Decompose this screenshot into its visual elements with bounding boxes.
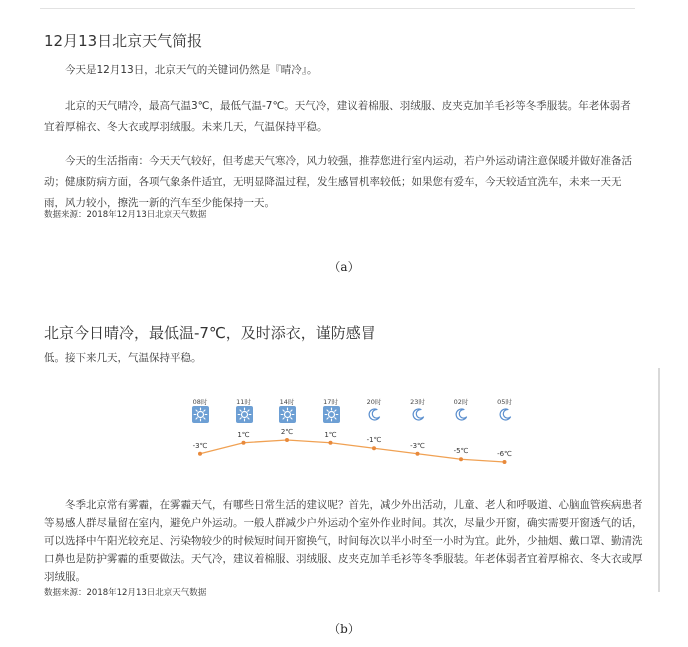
paragraph-a3: 今天的生活指南：今天天气较好，但考虑天气寒冷，风力较强，推荐您进行室内运动，若户外运动请注意保暖并做好准备活动；健康防病方面，各项气象条件适宜，无明显降温过程，发生感冒机率较低；如果您有爱车，今天较适宜洗车，未来一天无雨，风力较小，擦洗一新的汽车至少能保持一天。 — [44, 155, 632, 209]
sun-icon — [279, 406, 296, 423]
forecast-hour-label: 20时 — [366, 398, 382, 406]
forecast-hour-label: 05时 — [497, 398, 512, 406]
temperature-point — [372, 446, 376, 450]
moon-icon — [410, 406, 427, 423]
temperature-label: 1℃ — [237, 430, 250, 439]
sun-icon — [236, 406, 253, 423]
moon-icon — [453, 406, 470, 423]
data-source-a: 数据来源：2018年12月13日北京天气数据 — [44, 210, 207, 220]
temperature-label: -1℃ — [366, 436, 382, 445]
temperature-label: -3℃ — [410, 441, 425, 450]
sun-icon — [323, 406, 340, 423]
caption-b: （b） — [328, 622, 360, 636]
paragraph-b: 冬季北京常有雾霾，在雾霾天气，有哪些日常生活的建议呢？首先，减少外出活动，儿童、老人和呼吸道、心脑血管疾病患者等易感人群尽量留在室内，避免户外运动。一般人群减少户外运动个室外作业时间。其次，尽量少开窗，确实需要开窗透气的话，可以选择中午阳光较充足、污染物较少的时候短时间开窗换气，时间每次以半小时至一小时为宜。此外，少抽烟、戴口罩、勤清洗口鼻也是防护雾霾的重要做法。天气冷，建议着棉服、羽绒服、皮夹克加羊毛衫等冬季服装。年老体弱者宜着厚棉衣、冬大衣或厚羽绒服。 — [44, 499, 643, 583]
temperature-point — [503, 460, 507, 464]
temperature-point — [242, 441, 246, 445]
caption-a: （a） — [328, 260, 360, 274]
temperature-point — [285, 438, 289, 442]
temperature-point — [459, 457, 463, 461]
temperature-label: 2℃ — [280, 428, 294, 436]
temperature-point — [416, 452, 420, 456]
data-source-b: 数据来源：2018年12月13日北京天气数据 — [44, 588, 207, 598]
article-subline-b: 低。接下来几天，气温保持平稳。 — [44, 352, 202, 364]
paragraph-a1: 今天是12月13日，北京天气的关键词仍然是『晴冷』。 — [65, 64, 318, 76]
article-title-b: 北京今日晴冷，最低温-7℃，及时添衣，谨防感冒 — [44, 324, 376, 342]
forecast-hour-label: 08时 — [192, 398, 208, 406]
paragraph-a2: 北京的天气晴冷，最高气温3℃，最低气温-7℃。天气冷，建议着棉服、羽绒服、皮夹克加羊毛衫等冬季服装。年老体弱者宜着厚棉衣、冬大衣或厚羽绒服。未来几天，气温保持平稳。 — [44, 100, 631, 133]
forecast-hour-label: 14时 — [279, 398, 295, 406]
moon-icon — [366, 406, 383, 423]
temperature-label: 1℃ — [324, 430, 337, 439]
temperature-label: -5℃ — [453, 447, 469, 456]
temperature-label: -3℃ — [192, 441, 208, 450]
article-title-a: 12月13日北京天气简报 — [44, 32, 203, 50]
forecast-hour-label: 11时 — [236, 398, 251, 406]
top-divider — [40, 8, 635, 9]
temperature-point — [329, 441, 333, 445]
temperature-label: -6℃ — [497, 450, 512, 458]
forecast-icons-row — [0, 406, 688, 428]
forecast-hour-label: 02时 — [453, 398, 469, 406]
sun-icon — [192, 406, 209, 423]
temperature-curve — [0, 430, 688, 470]
temperature-point — [198, 452, 202, 456]
forecast-hour-label: 23时 — [410, 398, 425, 406]
moon-icon — [497, 406, 514, 423]
forecast-hour-label: 17时 — [323, 398, 338, 406]
